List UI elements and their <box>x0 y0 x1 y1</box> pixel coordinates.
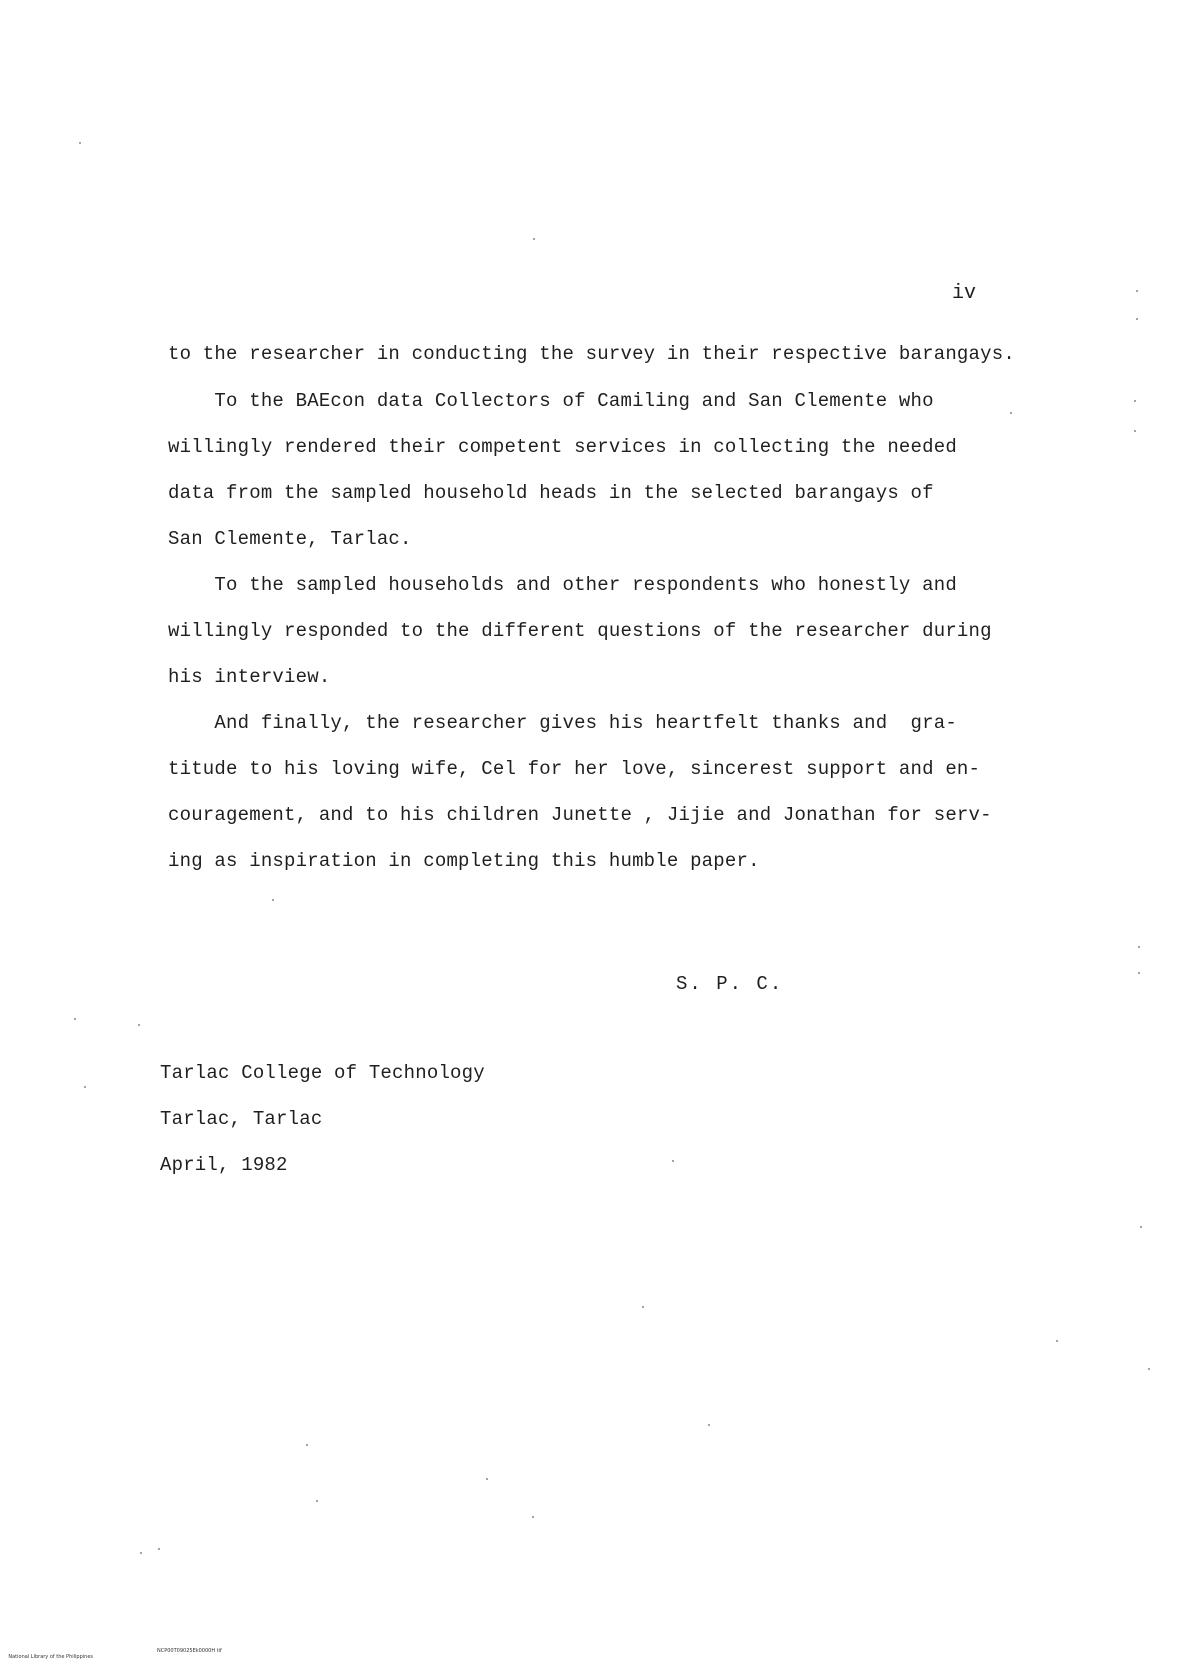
scan-speck <box>1136 318 1138 320</box>
body-line: willingly responded to the different questions of the researcher during <box>168 620 992 642</box>
scan-file-id: NCP00T09025Ek0000H tif <box>157 1648 222 1654</box>
scan-speck <box>1138 972 1140 974</box>
scan-speck <box>1056 1340 1058 1342</box>
body-line: And finally, the researcher gives his heartfelt thanks and gra- <box>168 712 957 734</box>
body-line: data from the sampled household heads in the selected barangays of <box>168 482 934 504</box>
scan-speck <box>74 1018 76 1020</box>
scan-speck <box>533 238 535 240</box>
body-line: San Clemente, Tarlac. <box>168 528 412 550</box>
institution-name: Tarlac College of Technology <box>160 1062 485 1084</box>
page-number: iv <box>952 282 977 305</box>
scan-speck <box>84 1086 86 1088</box>
scan-speck <box>272 899 274 901</box>
scan-speck <box>708 1424 710 1426</box>
body-line: To the sampled households and other respondents who honestly and <box>168 574 957 596</box>
scan-speck <box>140 1552 142 1554</box>
scan-speck <box>1140 1226 1142 1228</box>
scan-speck <box>138 1024 140 1026</box>
scan-speck <box>532 1516 534 1518</box>
scan-speck <box>79 142 81 144</box>
body-line: titude to his loving wife, Cel for her love, sincerest support and en- <box>168 758 981 780</box>
scan-speck <box>1138 946 1140 948</box>
scan-speck <box>672 1160 674 1162</box>
document-date: April, 1982 <box>160 1154 288 1176</box>
body-line: willingly rendered their competent services in collecting the needed <box>168 436 957 458</box>
scan-speck <box>1148 1368 1150 1370</box>
scan-speck <box>1010 412 1012 414</box>
scan-speck <box>158 1548 160 1550</box>
scan-speck <box>486 1478 488 1480</box>
institution-location: Tarlac, Tarlac <box>160 1108 323 1130</box>
body-line: To the BAEcon data Collectors of Camiling and San Clemente who <box>168 390 934 412</box>
body-line: to the researcher in conducting the survey in their respective barangays. <box>168 343 1015 365</box>
body-line: couragement, and to his children Junette , Jijie and Jonathan for serv- <box>168 804 992 826</box>
scan-speck <box>316 1500 318 1502</box>
scan-speck <box>642 1306 644 1308</box>
scan-speck <box>1134 430 1136 432</box>
scan-speck <box>1134 400 1136 402</box>
scan-speck <box>306 1444 308 1446</box>
signature-initials: S. P. C. <box>676 973 784 995</box>
body-line: ing as inspiration in completing this humble paper. <box>168 850 760 872</box>
scan-footer <box>2 1648 222 1672</box>
library-name: National Library of the Philippines <box>8 1654 93 1660</box>
scan-speck <box>1136 290 1138 292</box>
body-line: his interview. <box>168 666 331 688</box>
